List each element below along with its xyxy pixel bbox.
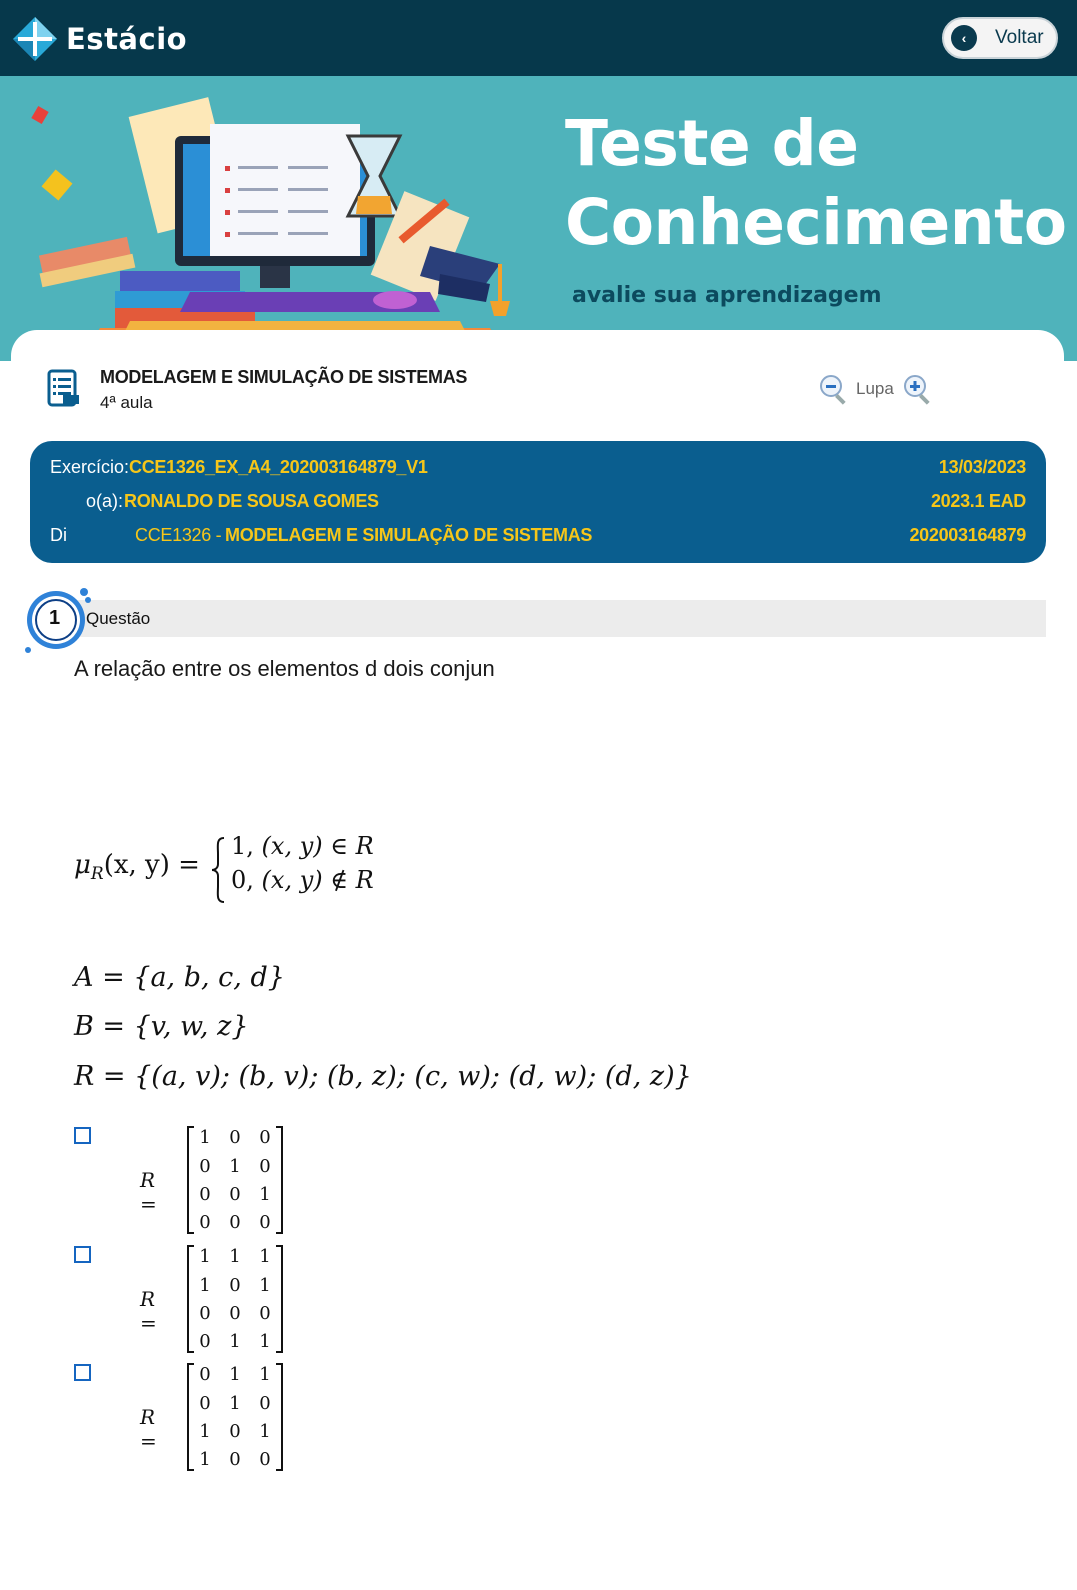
course-title: MODELAGEM E SIMULAÇÃO DE SISTEMAS — [100, 367, 468, 387]
matrix-cell: 1 — [259, 1246, 271, 1267]
info-row-exercise — [50, 457, 1026, 481]
matrix-left-bracket — [187, 1363, 194, 1471]
option-1-matrix — [187, 1126, 283, 1234]
logo-text: Estácio — [66, 22, 188, 56]
option-1-lhs: R = — [140, 1168, 157, 1216]
info-row-discipline — [50, 525, 1026, 549]
matrix-cell: 1 — [199, 1421, 211, 1442]
study-illustration — [20, 96, 580, 356]
matrix-cell: 0 — [229, 1184, 241, 1205]
matrix-cell: 1 — [229, 1364, 241, 1385]
matrix-cell: 0 — [229, 1421, 241, 1442]
matrix-right-bracket — [276, 1126, 283, 1234]
back-button[interactable] — [942, 17, 1058, 59]
question-label: Questão — [86, 609, 151, 628]
option-2-matrix — [187, 1245, 283, 1353]
option-3-matrix — [187, 1363, 283, 1471]
option-3-lhs: R = — [140, 1405, 157, 1453]
matrix-cell: 0 — [229, 1275, 241, 1296]
estacio-logo-icon — [12, 16, 58, 62]
zoom-in-icon[interactable] — [902, 373, 934, 405]
student-label: o(a): — [86, 491, 124, 511]
question-text: A relação entre os elementos d dois conjun — [74, 656, 495, 681]
matrix-cell: 1 — [259, 1421, 271, 1442]
matrix-cell: 1 — [229, 1331, 241, 1352]
banner-title — [565, 104, 1067, 262]
question-header-bar — [62, 600, 1046, 637]
formula-case2-value: 0, — [231, 866, 254, 894]
set-a: A = {a, b, c, d} — [74, 962, 285, 993]
matrix-cell: 1 — [259, 1275, 271, 1296]
set-b: B = {v, w, z} — [74, 1011, 249, 1042]
question-number: 1 — [49, 607, 61, 629]
formula-case1-condition: (x, y) ∈ R — [261, 832, 374, 860]
matrix-cell: 1 — [259, 1331, 271, 1352]
matrix-cell: 0 — [259, 1156, 271, 1177]
relation-r: R = {(a, v); (b, v); (b, z); (c, w); (d, w); (d, z)} — [74, 1061, 692, 1092]
matrix-cell: 1 — [199, 1127, 211, 1148]
chevron-left-icon: ‹ — [951, 25, 977, 51]
exercise-code: CCE1326_EX_A4_202003164879_V1 — [129, 457, 428, 477]
matrix-cell: 0 — [229, 1212, 241, 1233]
banner-subtitle: avalie sua aprendizagem — [572, 283, 882, 308]
matrix-cell: 0 — [199, 1331, 211, 1352]
matrix-cell: 1 — [199, 1275, 211, 1296]
matrix-right-bracket — [276, 1245, 283, 1353]
matrix-cell: 0 — [199, 1184, 211, 1205]
matrix-cell: 1 — [229, 1156, 241, 1177]
matrix-cell: 1 — [229, 1246, 241, 1267]
matrix-cell: 0 — [199, 1303, 211, 1324]
matrix-cell: 1 — [259, 1364, 271, 1385]
exercise-label: Exercício: — [50, 457, 130, 477]
estacio-logo[interactable] — [12, 16, 187, 62]
matrix-left-bracket — [187, 1126, 194, 1234]
matrix-cell: 0 — [259, 1449, 271, 1470]
matrix-cell: 0 — [259, 1393, 271, 1414]
matrix-cell: 0 — [229, 1303, 241, 1324]
formula-case1-value: 1, — [231, 832, 254, 860]
matrix-cell: 1 — [199, 1246, 211, 1267]
matrix-cell: 0 — [199, 1364, 211, 1385]
back-button-label: Voltar — [995, 27, 1044, 48]
matrix-cell: 0 — [229, 1127, 241, 1148]
matrix-left-bracket — [187, 1245, 194, 1353]
matrix-cell: 0 — [229, 1449, 241, 1470]
exercise-info-panel — [30, 441, 1046, 563]
term: 2023.1 EAD — [930, 491, 1026, 511]
banner-title-line2: Conhecimento — [565, 186, 1067, 259]
matrix-cell: 1 — [259, 1184, 271, 1205]
matrix-right-bracket — [276, 1363, 283, 1471]
formula-case2-condition: (x, y) ∉ R — [261, 866, 374, 894]
matrix-cell: 0 — [199, 1393, 211, 1414]
exercise-date: 13/03/2023 — [938, 457, 1026, 477]
matrix-cell: 0 — [259, 1212, 271, 1233]
discipline-label: Di — [50, 525, 67, 545]
magnifier-control — [818, 373, 934, 405]
formula-mu-symbol: μ — [74, 850, 91, 880]
matrix-cell: 1 — [229, 1393, 241, 1414]
matrix-cell: 0 — [199, 1212, 211, 1233]
hero-banner — [0, 76, 1077, 361]
formula-mu-subscript: R — [90, 864, 104, 885]
matrix-cell: 1 — [199, 1449, 211, 1470]
zoom-out-icon[interactable] — [818, 373, 850, 405]
discipline-name: MODELAGEM E SIMULAÇÃO DE SISTEMAS — [225, 525, 593, 545]
banner-title-line1: Teste de — [565, 107, 859, 180]
enrollment-number: 202003164879 — [909, 525, 1026, 545]
top-bar — [0, 0, 1077, 76]
formula-left-brace — [210, 836, 226, 904]
discipline-code: CCE1326 - — [135, 525, 222, 545]
document-list-icon — [47, 369, 81, 409]
lesson-number: 4ª aula — [100, 393, 153, 412]
formula-mu-args: (x, y) = — [103, 850, 200, 880]
option-1-checkbox[interactable] — [74, 1127, 91, 1144]
matrix-cell: 0 — [259, 1127, 271, 1148]
option-2-lhs: R = — [140, 1287, 157, 1335]
student-name: RONALDO DE SOUSA GOMES — [124, 491, 379, 511]
option-3-checkbox[interactable] — [74, 1364, 91, 1381]
info-row-student — [50, 491, 1026, 515]
matrix-cell: 0 — [199, 1156, 211, 1177]
matrix-cell: 0 — [259, 1303, 271, 1324]
zoom-label: Lupa — [856, 379, 894, 398]
option-2-checkbox[interactable] — [74, 1246, 91, 1263]
